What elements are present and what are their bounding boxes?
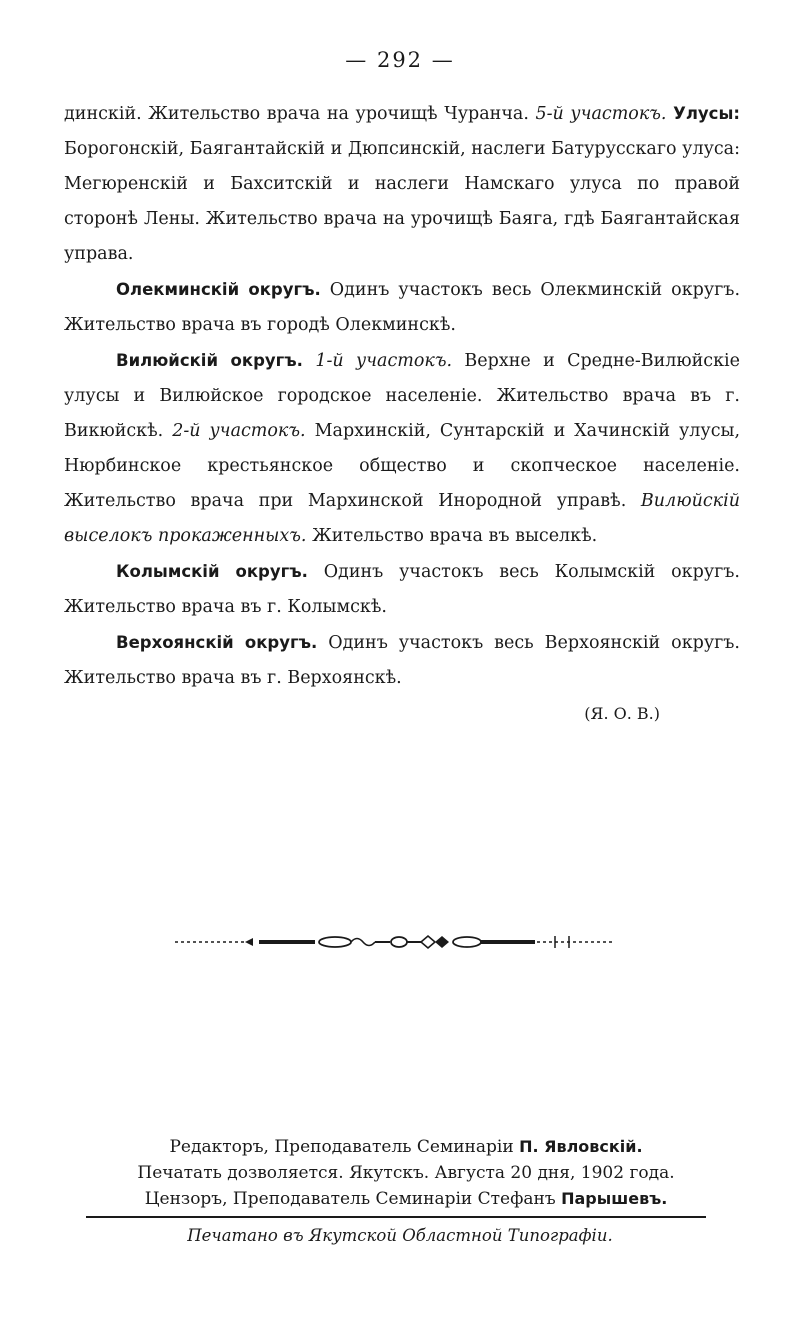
paragraph-olekminsk	[64, 272, 740, 343]
editor-line	[86, 1134, 726, 1160]
editor-name: П. Явловскій.	[519, 1137, 643, 1156]
section-heading-italic: Вилюйскій выселокъ прокаженныхъ.	[64, 491, 740, 546]
text-segment: Одинъ участокъ весь Олекминскій округъ. Жительство врача въ городѣ Олекминскѣ.	[64, 280, 741, 335]
text-segment: Мархинскій, Сунтарскій и Хачинскій улусы, Нюрбинское крестьянское общество и скопческое населеніе. Жительство врача при Мархинской Инородной управѣ.	[64, 421, 741, 511]
district-title: Колымскій округъ.	[116, 562, 308, 581]
section-heading-italic: 1-й участокъ.	[315, 351, 453, 371]
decorative-divider	[175, 930, 615, 954]
text-segment: Одинъ участокъ весь Верхоянскій округъ. Жительство врача въ г. Верхоянскѣ.	[64, 633, 740, 688]
permit-line: Печатать дозволяется. Якутскъ. Августа 20 дня, 1902 года.	[137, 1163, 675, 1183]
uluses-label: Улусы:	[673, 104, 740, 123]
main-text	[64, 96, 740, 731]
text-segment: Верхне и Средне-Вилюйскіе улусы и Вилюйское городское населеніе. Жительство врача въ г. Викюйскѣ.	[64, 351, 740, 441]
editor-label: Редакторъ, Преподаватель Семинаріи	[169, 1137, 520, 1157]
text-segment: Жительство врача въ выселкѣ.	[306, 526, 598, 546]
printer-line: Печатано въ Якутской Областной Типографіи.	[187, 1226, 613, 1245]
imprint-block	[86, 1134, 726, 1212]
district-title: Вилюйскій округъ.	[116, 351, 303, 370]
district-title: Олекминскій округъ.	[116, 280, 321, 299]
text-segment: Борогонскій, Баягантайскій и Дюпсинскій, наслеги Батурусскаго улуса: Мегюренскій и Бахситскій и наслеги Намскаго улуса по правой сторонѣ Лены. Жительство врача на урочищѣ Баяга, гдѣ Баягантайская управа.	[64, 139, 740, 264]
page-number: — 292 —	[345, 48, 455, 72]
author-signature: (Я. О. В.)	[584, 704, 660, 723]
censor-line	[86, 1186, 726, 1212]
text-segment: динскій. Жительство врача на урочищѣ Чуранча.	[64, 104, 536, 124]
paragraph-district-5	[64, 96, 740, 272]
district-title: Верхоянскій округъ.	[116, 633, 318, 652]
paragraph-verkhoyansk	[64, 625, 740, 696]
text-segment: Одинъ участокъ весь Колымскій округъ. Жительство врача въ г. Колымскѣ.	[64, 562, 740, 617]
paragraph-kolymsk	[64, 554, 740, 625]
text-segment	[303, 351, 315, 371]
section-heading-italic: 5-й участокъ.	[535, 104, 667, 124]
imprint-rule	[86, 1216, 706, 1218]
censor-name: Парышевъ.	[561, 1189, 668, 1208]
section-heading-italic: 2-й участокъ.	[172, 421, 306, 441]
paragraph-vilyuisk	[64, 343, 740, 554]
censor-label: Цензоръ, Преподаватель Семинаріи Стефанъ	[144, 1189, 562, 1209]
